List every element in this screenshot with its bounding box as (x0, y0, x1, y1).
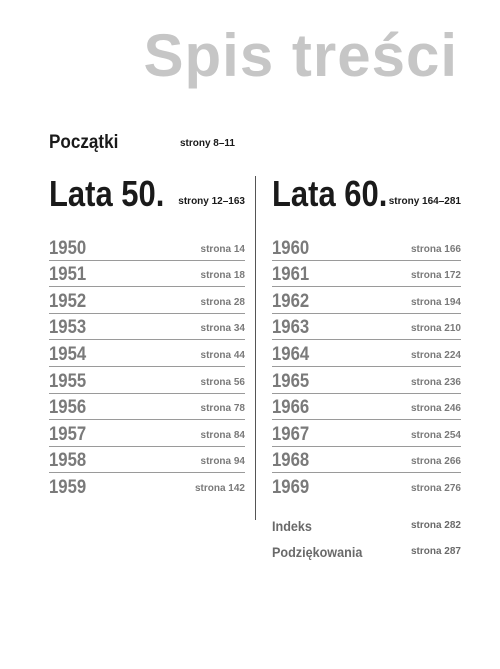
year-row (49, 447, 245, 474)
year-row (49, 394, 245, 421)
year-page: strona 166 (410, 243, 461, 255)
year-page: strona 236 (410, 376, 461, 388)
year-row (49, 287, 245, 314)
intro-pages: strony 8–11 (179, 138, 235, 149)
year-label: 1968 (272, 450, 310, 472)
year-label: 1961 (272, 264, 310, 286)
year-row (272, 234, 461, 261)
year-label: 1965 (272, 370, 310, 392)
year-page: strona 14 (200, 243, 245, 255)
year-list (49, 234, 245, 499)
year-page: strona 94 (200, 456, 245, 468)
year-label: 1969 (272, 476, 310, 498)
extras-section (272, 512, 461, 564)
intro-label: Początki (49, 132, 119, 153)
year-label: 1954 (49, 343, 87, 365)
year-page: strona 78 (200, 403, 245, 415)
year-label: 1964 (272, 343, 310, 365)
year-row (272, 367, 461, 394)
year-page: strona 254 (410, 429, 461, 441)
year-row (272, 447, 461, 474)
year-page: strona 194 (410, 296, 461, 308)
index-label: Indeks (272, 518, 312, 534)
page-title: Spis treści (143, 22, 458, 89)
year-page: strona 210 (410, 323, 461, 335)
year-page: strona 224 (410, 349, 461, 361)
decade-title: Lata 60. (272, 173, 388, 214)
year-label: 1951 (49, 264, 87, 286)
year-page: strona 276 (410, 482, 461, 494)
year-label: 1953 (49, 317, 87, 339)
year-row (49, 420, 245, 447)
decade-50s-column (49, 172, 245, 499)
year-row (272, 287, 461, 314)
year-list (272, 234, 461, 499)
decade-pages: strony 164–281 (388, 196, 461, 207)
year-row (272, 314, 461, 341)
year-page: strona 56 (200, 376, 245, 388)
year-label: 1962 (272, 290, 310, 312)
year-page: strona 84 (200, 429, 245, 441)
year-row (49, 367, 245, 394)
year-label: 1959 (49, 476, 87, 498)
year-row (49, 234, 245, 261)
decade-header (49, 172, 245, 212)
year-label: 1966 (272, 397, 310, 419)
year-page: strona 18 (200, 270, 245, 282)
year-label: 1960 (272, 237, 310, 259)
acknowledgements-entry (272, 538, 461, 564)
decade-header (272, 172, 461, 212)
year-label: 1967 (272, 423, 310, 445)
year-label: 1952 (49, 290, 87, 312)
acknowledgements-label: Podziękowania (272, 544, 363, 560)
decade-60s-column (272, 172, 461, 499)
year-label: 1957 (49, 423, 87, 445)
year-page: strona 246 (410, 403, 461, 415)
year-label: 1958 (49, 450, 87, 472)
year-page: strona 172 (410, 270, 461, 282)
decade-title: Lata 50. (49, 173, 165, 214)
column-divider (255, 176, 256, 520)
year-row (49, 261, 245, 288)
year-row (49, 314, 245, 341)
year-row (272, 340, 461, 367)
index-entry (272, 512, 461, 538)
decade-pages: strony 12–163 (178, 196, 245, 207)
year-row (272, 261, 461, 288)
year-page: strona 266 (410, 456, 461, 468)
year-row (272, 394, 461, 421)
year-page: strona 28 (200, 296, 245, 308)
year-page: strona 34 (200, 323, 245, 335)
index-page: strona 282 (410, 520, 461, 531)
year-row (49, 473, 245, 499)
year-row (49, 340, 245, 367)
year-label: 1955 (49, 370, 87, 392)
year-label: 1963 (272, 317, 310, 339)
year-label: 1956 (49, 397, 87, 419)
year-label: 1950 (49, 237, 87, 259)
intro-entry (49, 128, 245, 152)
year-page: strona 44 (200, 349, 245, 361)
acknowledgements-page: strona 287 (410, 546, 461, 557)
year-row (272, 420, 461, 447)
year-page: strona 142 (194, 482, 245, 494)
year-row (272, 473, 461, 499)
